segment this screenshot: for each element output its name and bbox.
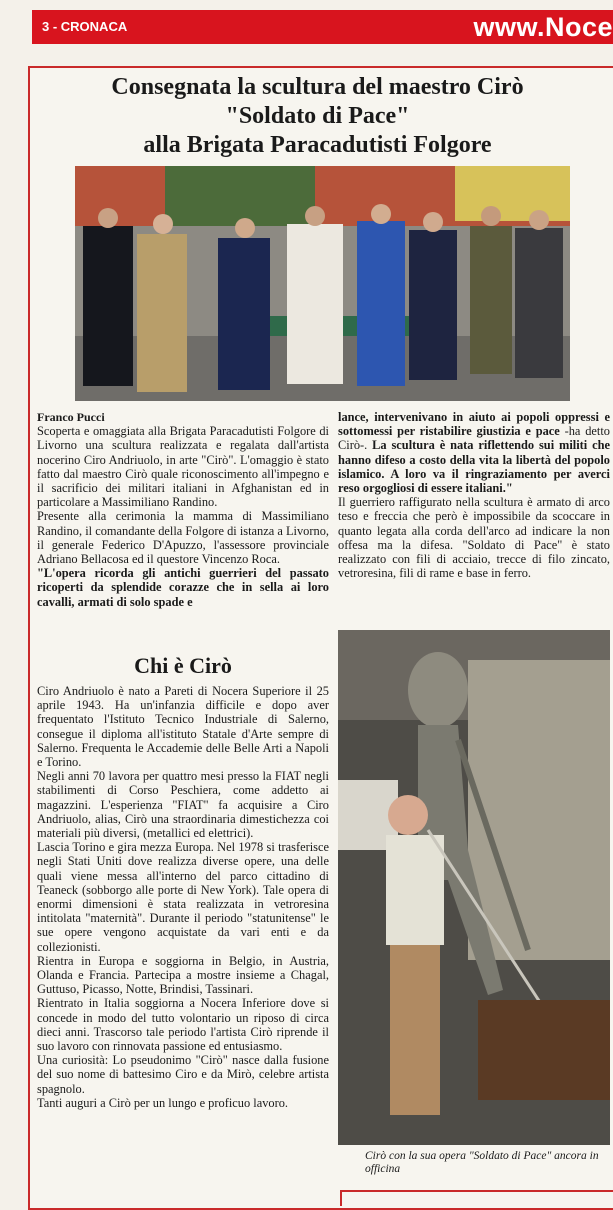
title-line: Consegnata la scultura del maestro Cirò	[111, 74, 524, 100]
article-column-left	[37, 410, 329, 609]
quote-paragraph	[37, 566, 329, 609]
article-column-right	[338, 410, 610, 580]
ceremony-photo	[75, 166, 570, 401]
quote-attribution: -ha detto Cirò-.	[338, 424, 611, 453]
section-label: 3 - CRONACA	[42, 19, 128, 34]
sculpture-photo-illustration	[338, 630, 610, 1145]
quote-paragraph	[338, 410, 610, 495]
paragraph: Il guerriero raffigurato nella scultura è armato di arco teso e freccia che però è impossibile da scoccare in quanto legata alla corda dell'arco ad indicare la non offesa ma la difesa. "Soldato di Pace" è stato realizzato con fili di acciaio, trecce di filo zincato, vetroresina, fili di rame e base in ferro.	[338, 495, 610, 581]
quote-text: La scultura è nata riflettendo sui militi che hanno difeso a costo della vita la libertà del popolo islamico. A loro va il ringraziamento per averci reso orgogliosi di essere italiani."	[338, 438, 611, 496]
paragraph: Rientrato in Italia soggiorna a Nocera Inferiore dove si concede in modo del tutto volontario un riposo di circa dieci anni. Trascorso tale periodo l'artista Cirò riprende il suo lavoro con rinnovata passione ed entusiasmo.	[37, 996, 329, 1054]
quote-text: lance, intervenivano in aiuto ai popoli oppressi e sottomessi per ristabilire giustizia e pace	[338, 410, 610, 439]
next-article-box	[340, 1190, 613, 1206]
sculpture-photo	[338, 630, 610, 1145]
title-line: alla Brigata Paracadutisti Folgore	[143, 132, 492, 158]
paragraph: Negli anni 70 lavora per quattro mesi presso la FIAT negli stabilimenti di Corso Peschiera, come addetto ai magazzini. L'esperienza "FIAT" fa acquisire a Ciro Andriuolo, alias, Cirò una straordinaria dimestichezza coi materiali più diversi, (metallici ed elettrici).	[37, 769, 329, 841]
page-header	[32, 10, 613, 44]
author-name: Franco Pucci	[37, 410, 105, 424]
paragraph: Scoperta e omaggiata alla Brigata Paracadutisti Folgore di Livorno una scultura realizzata e regalata dall'artista nocerino Ciro Andriuolo, in arte "Cirò". L'omaggio è stato fatto dal maestro Cirò quale riconoscimento all'impegno e il sacrificio dei militari italiani in Afghanistan ed in particolare a Massimiliano Randino.	[37, 424, 329, 510]
paragraph: Presente alla cerimonia la mamma di Massimiliano Randino, il comandante della Folgore di istanza a Livorno, il generale Federico D'Apuzzo, l'assessore provinciale Adriano Bellacosa ed il questore Vincenzo Roca.	[37, 509, 329, 567]
title-line: "Soldato di Pace"	[225, 103, 410, 129]
paragraph: Una curiosità: Lo pseudonimo "Cirò" nasce dalla fusione del suo nome di battesimo Ciro e da Mirò, celebre artista spagnolo.	[37, 1053, 329, 1096]
paragraph: Rientra in Europa e soggiorna in Belgio, in Austria, Olanda e Francia. Partecipa a mostre insieme a Chagal, Guttuso, Picasso, Notte, Brindisi, Tassinari.	[37, 953, 329, 997]
quote-text: "L'opera ricorda gli antichi guerrieri del passato ricoperti da splendide corazze che in sella ai loro cavalli, armati di solo spade e	[37, 566, 329, 609]
bio-column	[37, 684, 329, 1110]
paragraph: Ciro Andriuolo è nato a Pareti di Nocera Superiore il 25 aprile 1943. Ha un'infanzia difficile e dopo aver frequentato l'Istituto Tecnico Industriale di Salerno, consegue il diploma all'istituto Statale d'Arte sempre di Salerno. Frequenta le Accademie delle Belle Arti a Napoli e Torino.	[37, 684, 329, 770]
section-subhead: Chi è Cirò	[134, 653, 232, 678]
paragraph: Tanti auguri a Cirò per un lungo e proficuo lavoro.	[37, 1095, 289, 1110]
article-title	[40, 73, 595, 160]
paragraph: Lascia Torino e gira mezza Europa. Nel 1978 si trasferisce negli Stati Uniti dove realizza diverse opere, una delle quali viene messa all'interno del parco cittadino di Teaneck (sobborgo alle porte di New York). Tale opera di enormi dimensioni è stata realizzata in vetroresina intitolata "maternità". Durante il periodo "statunitense" le sue opere vengono acquistate da vari enti e da collezionisti.	[37, 840, 329, 954]
photo-caption: Cirò con la sua opera "Soldato di Pace" ancora in officina	[365, 1150, 599, 1175]
ceremony-photo-illustration	[75, 166, 570, 401]
site-name: www.Noce	[473, 12, 613, 42]
